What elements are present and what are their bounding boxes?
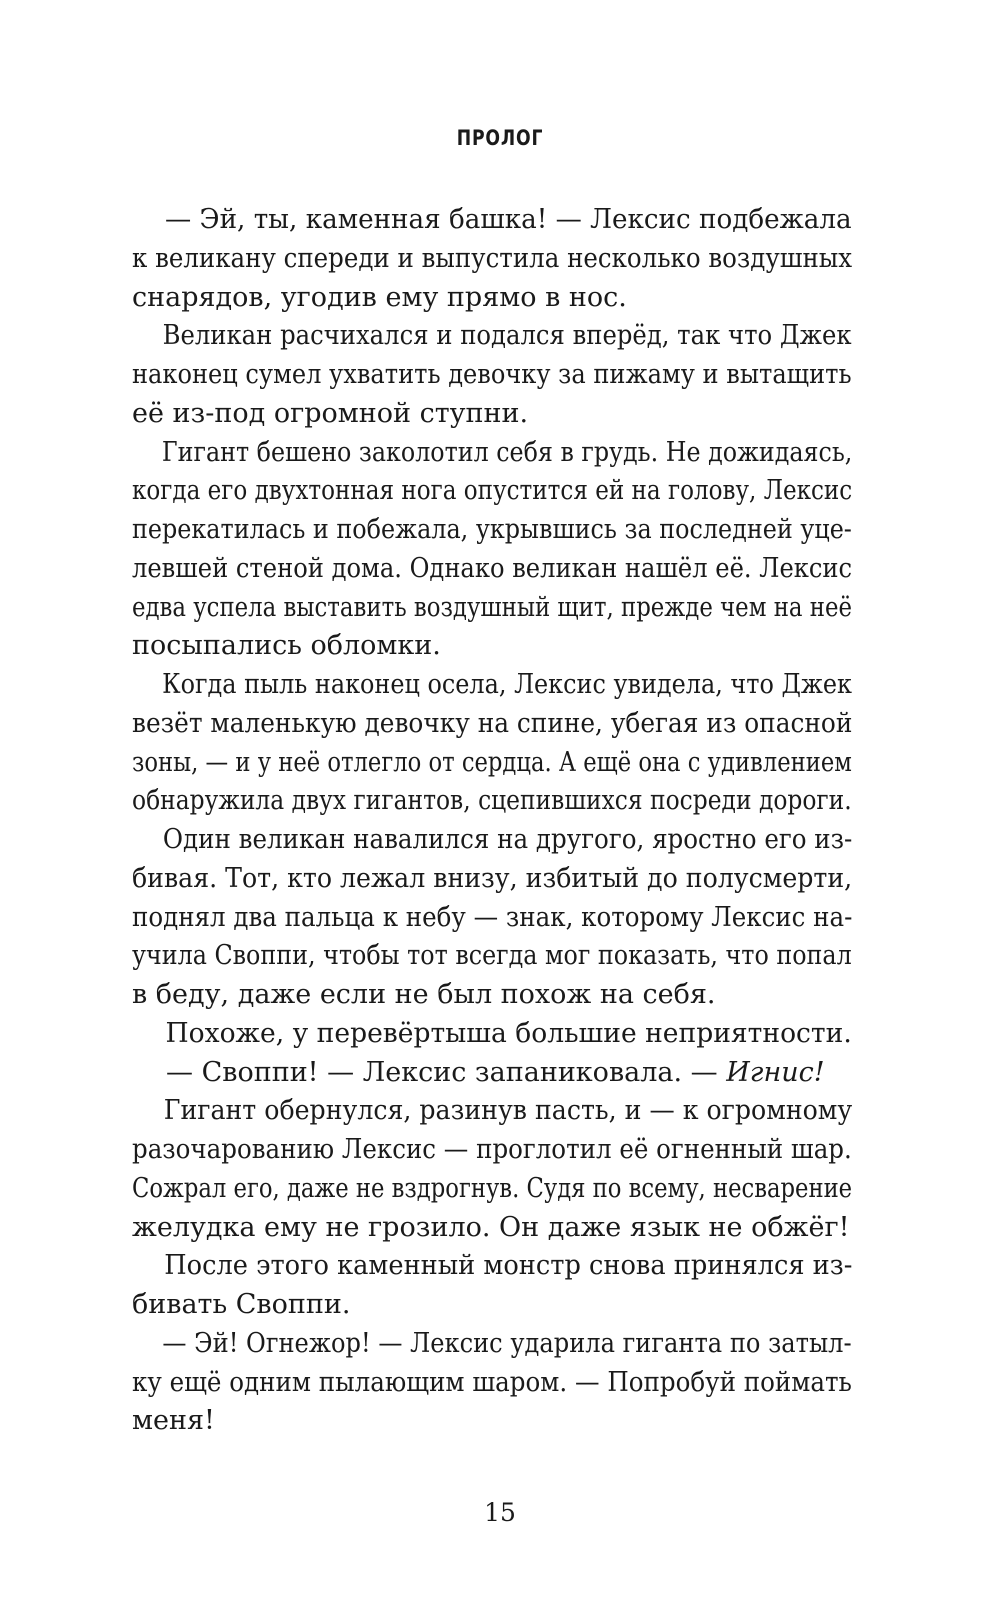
text-line: обнаружила двух гигантов, сцепившихся посреди дороги. <box>132 785 852 817</box>
text-line: посыпались обломки. <box>132 630 441 662</box>
text-line: После этого каменный монстр снова принялся из- <box>164 1250 853 1282</box>
text-line: её из-под огромной ступни. <box>132 397 529 429</box>
text-line: Гигант обернулся, разинув пасть, и — к огромному <box>163 1095 853 1127</box>
text-line: когда его двухтонная нога опустится ей на голову, Лексис <box>132 475 853 507</box>
text-line: меня! <box>132 1405 215 1437</box>
text-line: поднял два пальца к небу — знак, которому Лексис на- <box>132 901 853 933</box>
text-line: перекатилась и побежала, укрывшись за последней уце- <box>132 514 852 545</box>
text-line: в беду, даже если не был похож на себя. <box>132 979 716 1010</box>
text-line-with-italic <box>132 1054 852 1093</box>
text-line: — Эй! Огнежор! — Лексис ударила гиганта по затыл- <box>162 1327 852 1359</box>
text-line: ку ещё одним пылающим шаром. — Попробуй поймать <box>132 1366 852 1398</box>
text-line: разочарованию Лексис — проглотил её огненный шар. <box>132 1134 852 1165</box>
text-line: Гигант бешено заколотил себя в грудь. Не дожидаясь, <box>161 436 853 468</box>
line-text: — Своппи! — Лексис запаниковала. — <box>166 1056 718 1088</box>
italic-spell-word: Игнис! <box>726 1056 825 1088</box>
text-line: левшей стеной дома. Однако великан нашёл её. Лексис <box>132 552 853 584</box>
text-line: — Эй, ты, каменная башка! — Лексис подбежала <box>164 204 852 235</box>
text-line: Один великан навалился на другого, яростно его из- <box>162 824 853 855</box>
text-line: бивая. Тот, кто лежал внизу, избитый до полусмерти, <box>132 862 853 894</box>
text-line: Когда пыль наконец осела, Лексис увидела, что Джек <box>162 669 853 700</box>
text-line: наконец сумел ухватить девочку за пижаму и вытащить <box>132 359 852 390</box>
page-number: 15 <box>484 1498 516 1527</box>
text-line: к великану спереди и выпустила несколько воздушных <box>132 242 853 274</box>
text-line: зоны, — и у неё отлегло от сердца. А ещё она с удивлением <box>132 746 852 778</box>
text-line: едва успела выставить воздушный щит, прежде чем на неё <box>132 591 852 623</box>
text-line: Сожрал его, даже не вздрогнув. Судя по всему, несварение <box>132 1172 853 1204</box>
text-line: учила Своппи, чтобы тот всегда мог показать, что попал <box>132 940 852 972</box>
text-line: Похоже, у перевёртыша большие неприятности. <box>165 1017 852 1049</box>
body-text <box>132 201 852 1441</box>
text-line: желудка ему не грозило. Он даже язык не обжёг! <box>132 1211 850 1243</box>
text-line: снарядов, угодив ему прямо в нос. <box>132 281 627 313</box>
text-line: бивать Своппи. <box>132 1289 351 1320</box>
running-head: ПРОЛОГ <box>456 126 544 150</box>
text-line: везёт маленькую девочку на спине, убегая из опасной <box>132 707 853 739</box>
text-line: Великан расчихался и подался вперёд, так что Джек <box>162 320 852 352</box>
